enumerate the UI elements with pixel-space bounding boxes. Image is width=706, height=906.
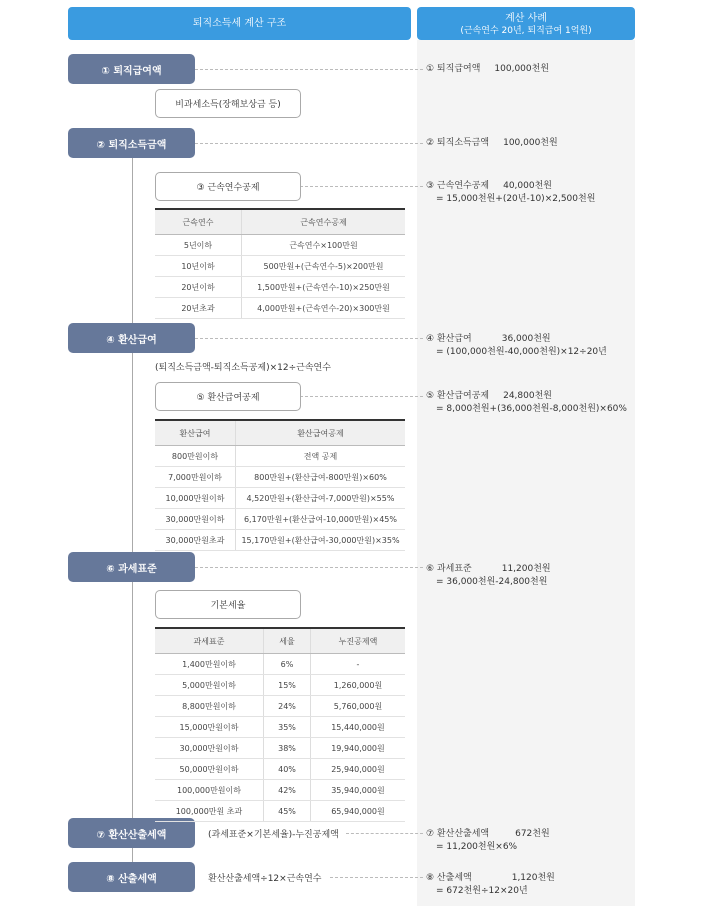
table-cell: 20년초과	[155, 298, 242, 319]
table-row	[155, 801, 405, 822]
table-cell: 1,400만원이하	[155, 654, 264, 675]
table-row	[155, 446, 405, 467]
table-row	[155, 759, 405, 780]
table-cell: 45%	[264, 801, 311, 822]
step-label: ⑦ 환산산출세액	[96, 829, 167, 841]
column-header: 근속연수	[155, 209, 242, 235]
example-value: 11,200천원	[501, 564, 551, 574]
table-cell: 38%	[264, 738, 311, 759]
table-row	[155, 467, 405, 488]
example-step-2	[426, 137, 558, 150]
column-header: 환산급여공제	[236, 420, 406, 446]
table-cell: 24%	[264, 696, 311, 717]
table-cell: 4,000만원+(근속연수-20)×300만원	[242, 298, 406, 319]
table-cell: 35,940,000원	[311, 780, 406, 801]
table-cell: 10,000만원이하	[155, 488, 236, 509]
example-value: 100,000천원	[503, 138, 558, 148]
step-converted-pay	[68, 323, 195, 353]
example-step-1	[426, 63, 549, 76]
table-row	[155, 509, 405, 530]
example-step-5	[426, 390, 627, 416]
connector-3	[300, 186, 423, 187]
table-cell: 500만원+(근속연수-5)×200만원	[242, 256, 406, 277]
connector-6	[195, 567, 423, 568]
connector-2	[195, 143, 423, 144]
step-retirement-pay	[68, 54, 195, 84]
converted-deduction-table	[155, 419, 405, 551]
table-cell: 30,000만원이하	[155, 509, 236, 530]
example-formula: = 11,200천원×6%	[436, 842, 518, 852]
example-value: 36,000천원	[501, 334, 551, 344]
converted-deduction-box	[155, 382, 301, 411]
example-label: ① 퇴직급여액	[426, 64, 481, 74]
step-label: ⑧ 산출세액	[106, 873, 157, 885]
table-cell: 15,000만원이하	[155, 717, 264, 738]
column-header: 환산급여	[155, 420, 236, 446]
table-cell: 25,940,000원	[311, 759, 406, 780]
table-row	[155, 235, 405, 256]
step-label: ⑥ 과세표준	[106, 563, 157, 575]
table-row	[155, 298, 405, 319]
column-header: 과세표준	[155, 628, 264, 654]
step-calculated-tax	[68, 862, 195, 892]
example-value: 40,000천원	[503, 181, 552, 191]
table-cell: 10년이하	[155, 256, 242, 277]
table-cell: 42%	[264, 780, 311, 801]
example-step-7	[426, 828, 550, 854]
table-row	[155, 256, 405, 277]
example-value: 24,800천원	[503, 391, 552, 401]
table-row	[155, 530, 405, 551]
service-deduction-table	[155, 208, 405, 319]
table-cell: 6,170만원+(환산급여-10,000만원)×45%	[236, 509, 406, 530]
table-cell: 5년이하	[155, 235, 242, 256]
table-cell: 15,170만원+(환산급여-30,000만원)×35%	[236, 530, 406, 551]
connector-4	[195, 338, 423, 339]
table-row	[155, 277, 405, 298]
box-label: ⑤ 환산급여공제	[196, 393, 260, 403]
table-cell: 전액 공제	[236, 446, 406, 467]
table-row	[155, 696, 405, 717]
example-panel	[417, 40, 635, 906]
step-converted-tax	[68, 818, 195, 848]
structure-header-title: 퇴직소득세 계산 구조	[192, 18, 287, 29]
table-cell: 15,440,000원	[311, 717, 406, 738]
step-label: ④ 환산급여	[106, 334, 157, 346]
example-label: ④ 환산급여	[426, 334, 472, 344]
table-cell: 5,760,000원	[311, 696, 406, 717]
example-label: ⑥ 과세표준	[426, 564, 472, 574]
example-header	[417, 7, 635, 40]
example-label: ⑧ 산출세액	[426, 873, 472, 883]
structure-header	[68, 7, 411, 40]
box-label: 기본세율	[210, 601, 246, 611]
table-row	[155, 717, 405, 738]
example-header-subtitle: (근속연수 20년, 퇴직급여 1억원)	[460, 26, 592, 36]
converted-pay-formula: (퇴직소득금액-퇴직소득공제)×12÷근속연수	[155, 363, 331, 373]
table-cell: 30,000만원이하	[155, 738, 264, 759]
table-cell: 4,520만원+(환산급여-7,000만원)×55%	[236, 488, 406, 509]
table-cell: 65,940,000원	[311, 801, 406, 822]
table-row	[155, 780, 405, 801]
example-value: 672천원	[515, 829, 550, 839]
table-cell: -	[311, 654, 406, 675]
example-label: ③ 근속연수공제	[426, 181, 490, 191]
example-formula: = 15,000천원+(20년-10)×2,500천원	[436, 194, 596, 204]
table-cell: 5,000만원이하	[155, 675, 264, 696]
step-label: ① 퇴직급여액	[101, 65, 162, 77]
box-label: 비과세소득(장해보상금 등)	[175, 100, 281, 110]
example-value: 1,120천원	[511, 873, 555, 883]
example-value: 100,000천원	[494, 64, 550, 74]
table-row	[155, 738, 405, 759]
table-cell: 30,000만원초과	[155, 530, 236, 551]
table-cell: 7,000만원이하	[155, 467, 236, 488]
example-formula: = 36,000천원-24,800천원	[436, 577, 548, 587]
example-label: ② 퇴직소득금액	[426, 138, 490, 148]
nontaxable-income-box	[155, 89, 301, 118]
step-tax-base	[68, 552, 195, 582]
table-cell: 8,800만원이하	[155, 696, 264, 717]
connector-5	[300, 396, 423, 397]
example-label: ⑦ 환산산출세액	[426, 829, 490, 839]
step-label: ② 퇴직소득금액	[96, 139, 167, 151]
example-formula: = 8,000천원+(36,000천원-8,000천원)×60%	[436, 404, 627, 414]
example-step-6	[426, 563, 551, 589]
table-cell: 15%	[264, 675, 311, 696]
table-cell: 40%	[264, 759, 311, 780]
step-retirement-income	[68, 128, 195, 158]
table-cell: 100,000만원 초과	[155, 801, 264, 822]
table-cell: 19,940,000원	[311, 738, 406, 759]
table-cell: 20년이하	[155, 277, 242, 298]
example-step-3	[426, 180, 595, 206]
connector-7	[346, 833, 423, 834]
table-row	[155, 488, 405, 509]
table-row	[155, 675, 405, 696]
example-header-title: 계산 사례	[505, 13, 547, 24]
connector-8	[330, 877, 423, 878]
table-cell: 6%	[264, 654, 311, 675]
table-header-row	[155, 420, 405, 446]
example-step-4	[426, 333, 607, 359]
service-deduction-box	[155, 172, 301, 201]
table-cell: 35%	[264, 717, 311, 738]
base-rate-box	[155, 590, 301, 619]
example-label: ⑤ 환산급여공제	[426, 391, 490, 401]
table-header-row	[155, 628, 405, 654]
column-header: 누진공제액	[311, 628, 406, 654]
table-row	[155, 654, 405, 675]
table-cell: 800만원이하	[155, 446, 236, 467]
column-header: 근속연수공제	[242, 209, 406, 235]
table-cell: 근속연수×100만원	[242, 235, 406, 256]
table-header-row	[155, 209, 405, 235]
table-cell: 100,000만원이하	[155, 780, 264, 801]
tax-rate-table	[155, 627, 405, 822]
flow-line	[132, 156, 133, 866]
table-cell: 800만원+(환산급여-800만원)×60%	[236, 467, 406, 488]
table-cell: 1,500만원+(근속연수-10)×250만원	[242, 277, 406, 298]
calculated-tax-formula: 환산산출세액÷12×근속연수	[208, 874, 322, 884]
table-cell: 50,000만원이하	[155, 759, 264, 780]
box-label: ③ 근속연수공제	[196, 183, 260, 193]
table-cell: 1,260,000원	[311, 675, 406, 696]
example-step-8	[426, 872, 555, 898]
column-header: 세율	[264, 628, 311, 654]
connector-1	[195, 69, 423, 70]
example-formula: = (100,000천원-40,000천원)×12÷20년	[436, 347, 607, 357]
converted-tax-formula: (과세표준×기본세율)-누진공제액	[208, 830, 339, 840]
example-formula: = 672천원÷12×20년	[436, 886, 528, 896]
